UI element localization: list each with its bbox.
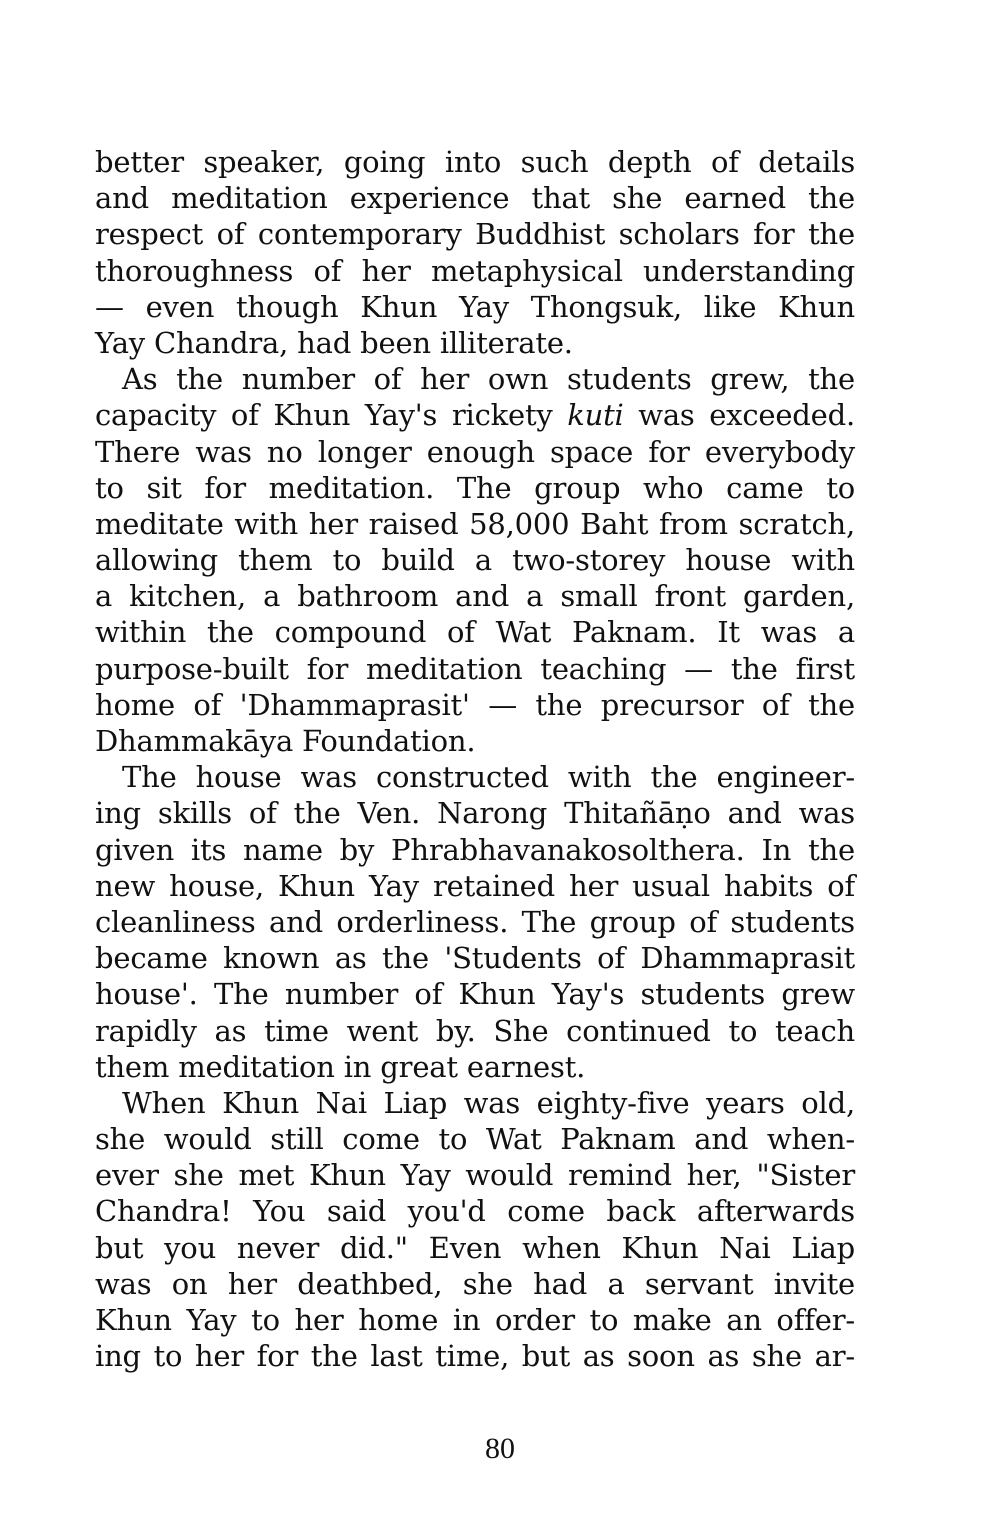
text-line: a kitchen, a bathroom and a small front garden, [95,579,855,614]
text-line: house'. The number of Khun Yay's students grew [95,977,855,1012]
page-number: 80 [485,1432,515,1465]
text-line: given its name by Phrabhavanakosolthera. In the [95,832,855,867]
text-line: was on her deathbed, she had a servant invite [95,1266,855,1301]
text-line: When Khun Nai Liap was eighty-five years old, [122,1085,855,1120]
text-segment: capacity of Khun Yay's rickety [95,398,553,433]
text-line: There was no longer enough space for everybody [95,434,855,469]
body-text [95,144,855,1374]
text-line: ever she met Khun Yay would remind her, "Sister [95,1158,855,1193]
text-line: to sit for meditation. The group who came to [95,470,855,505]
text-line: thoroughness of her metaphysical understanding [95,253,855,288]
paragraph-4 [95,1085,855,1375]
text-line: cleanliness and orderliness. The group of students [95,904,855,939]
text-line: better speaker, going into such depth of details [95,145,855,179]
text-line: new house, Khun Yay retained her usual habits of [95,868,855,903]
paragraph-3 [95,759,855,1085]
text-line: Chandra! You said you'd come back afterwards [95,1194,855,1229]
text-line: ing skills of the Ven. Narong Thitañāṇo and was [95,796,855,831]
text-line: As the number of her own students grew, the [122,362,855,397]
text-line: and meditation experience that she earned the [95,181,855,216]
text-line: allowing them to build a two-storey house with [95,543,855,578]
text-line: became known as the 'Students of Dhammaprasit [95,941,855,976]
text-segment: was exceeded. [623,398,855,433]
text-line: Khun Yay to her home in order to make an offer- [95,1303,855,1337]
text-line: but you never did." Even when Khun Nai Liap [95,1230,855,1265]
text-line: them meditation in great earnest. [95,1049,586,1084]
text-line: rapidly as time went by. She continued to teach [95,1013,855,1048]
text-line: Dhammakāya Foundation. [95,724,476,758]
text-line: meditate with her raised 58,000 Baht from scratch, [95,506,855,541]
text-line: home of 'Dhammaprasit' — the precursor of the [95,687,855,722]
paragraph-2 [95,361,855,759]
text-line-with-italic [95,397,855,433]
text-line: purpose-built for meditation teaching — the first [95,651,855,686]
text-line: within the compound of Wat Paknam. It was a [95,615,855,650]
text-line: Yay Chandra, had been illiterate. [95,325,573,360]
text-line: The house was constructed with the engineer- [122,760,855,795]
italic-term: kuti [567,398,624,433]
paragraph-1 [95,144,855,361]
text-line: respect of contemporary Buddhist scholars for the [95,217,855,252]
text-line: ing to her for the last time, but as soon as she ar- [95,1339,855,1374]
text-line: she would still come to Wat Paknam and when- [95,1122,855,1157]
text-line: — even though Khun Yay Thongsuk, like Khun [95,289,855,324]
